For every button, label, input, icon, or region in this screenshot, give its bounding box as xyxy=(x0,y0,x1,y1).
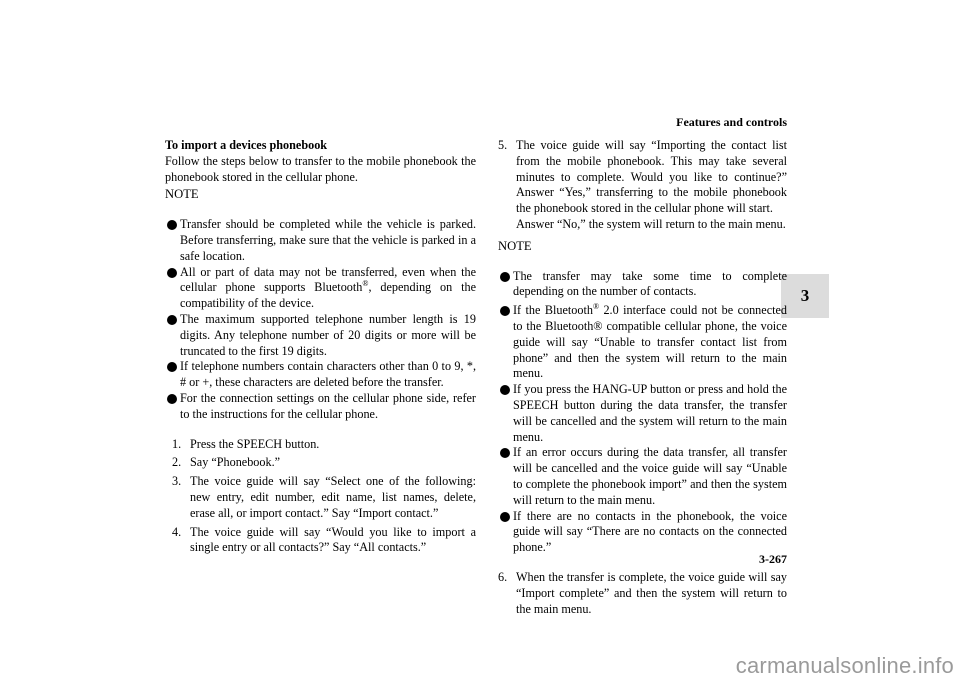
note-list xyxy=(498,269,787,556)
left-column xyxy=(165,138,476,556)
note-item: If you press the HANG-UP button or press and hold the SPEECH button during the data transfer, the transfer will be cancelled and the system will return to the main menu. xyxy=(498,382,787,445)
step-item: 4. The voice guide will say “Would you like to import a single entry or all contacts?” Say “All contacts.” xyxy=(172,524,476,555)
bullet-icon xyxy=(500,272,510,282)
note-label: NOTE xyxy=(165,187,199,202)
bullet-icon xyxy=(167,315,177,325)
note-item: If telephone numbers contain characters other than 0 to 9, *, # or +, these characters are deleted before the transfer. xyxy=(165,359,476,391)
intro-paragraph: Follow the steps below to transfer to the mobile phonebook the phonebook stored in the cellular phone. xyxy=(165,153,476,184)
note-item: If there are no contacts in the phonebook, the voice guide will say “There are no contacts on the connected phone.” xyxy=(498,509,787,556)
page-number: 3-267 xyxy=(759,552,787,566)
step-item: 1. Press the SPEECH button. xyxy=(172,436,320,451)
step-item: 3. The voice guide will say “Select one of the following: new entry, edit number, edit name, list names, delete, erase all, or import contact.” Say “Import contact.” xyxy=(172,474,476,520)
bullet-icon xyxy=(500,385,510,395)
note-item: The transfer may take some time to complete depending on the number of contacts. xyxy=(498,269,787,301)
bullet-icon xyxy=(167,220,177,230)
bullet-icon xyxy=(167,362,177,372)
note-item: For the connection settings on the cellular phone side, refer to the instructions for the cellular phone. xyxy=(165,391,476,423)
section-header: Features and controls xyxy=(676,115,787,129)
note-item: The maximum supported telephone number length is 19 digits. Any telephone number of 20 digits or more will be truncated to the first 19 digits. xyxy=(165,312,476,359)
bullet-icon xyxy=(500,448,510,458)
step-item: 5. The voice guide will say “Importing the contact list from the mobile phonebook. This may take several minutes to complete. Would you like to continue?” Answer “Yes,” transferring to the mobile phonebook the phonebook stored in the cellular phone will start. Answer “No,” the system will return to the main menu. xyxy=(498,138,787,231)
steps-list xyxy=(165,437,476,557)
right-column xyxy=(498,138,787,617)
bullet-icon xyxy=(500,512,510,522)
chapter-tab: 3 xyxy=(781,274,829,318)
note-item: If an error occurs during the data transfer, all transfer will be cancelled and the voice guide will say “Unable to complete the phonebook import” and then the system will return to the main menu. xyxy=(498,445,787,508)
bullet-icon xyxy=(167,268,177,278)
bullet-icon xyxy=(167,394,177,404)
note-item: Transfer should be completed while the vehicle is parked. Before transferring, make sure that the vehicle is parked in a safe location. xyxy=(165,217,476,264)
step-item: 6. When the transfer is complete, the voice guide will say “Import complete” and then the system will return to the main menu. xyxy=(498,569,787,616)
steps-list xyxy=(498,138,787,233)
section-title: To import a devices phonebook xyxy=(165,138,328,152)
note-list xyxy=(165,217,476,422)
note-item: If the Bluetooth® 2.0 interface could not be connected to the Bluetooth® compatible cellular phone, the voice guide will say “Unable to transfer contact list from phone” and then the system will return to the main menu. xyxy=(498,303,787,382)
bullet-icon xyxy=(500,306,510,316)
watermark: carmanualsonline.info xyxy=(735,653,954,678)
steps-list xyxy=(498,570,787,617)
note-item: All or part of data may not be transferred, even when the cellular phone supports Bluetooth®, depending on the compatibility of the device. xyxy=(165,265,476,312)
step-item: 2. Say “Phonebook.” xyxy=(172,455,281,470)
note-label: NOTE xyxy=(498,238,532,253)
